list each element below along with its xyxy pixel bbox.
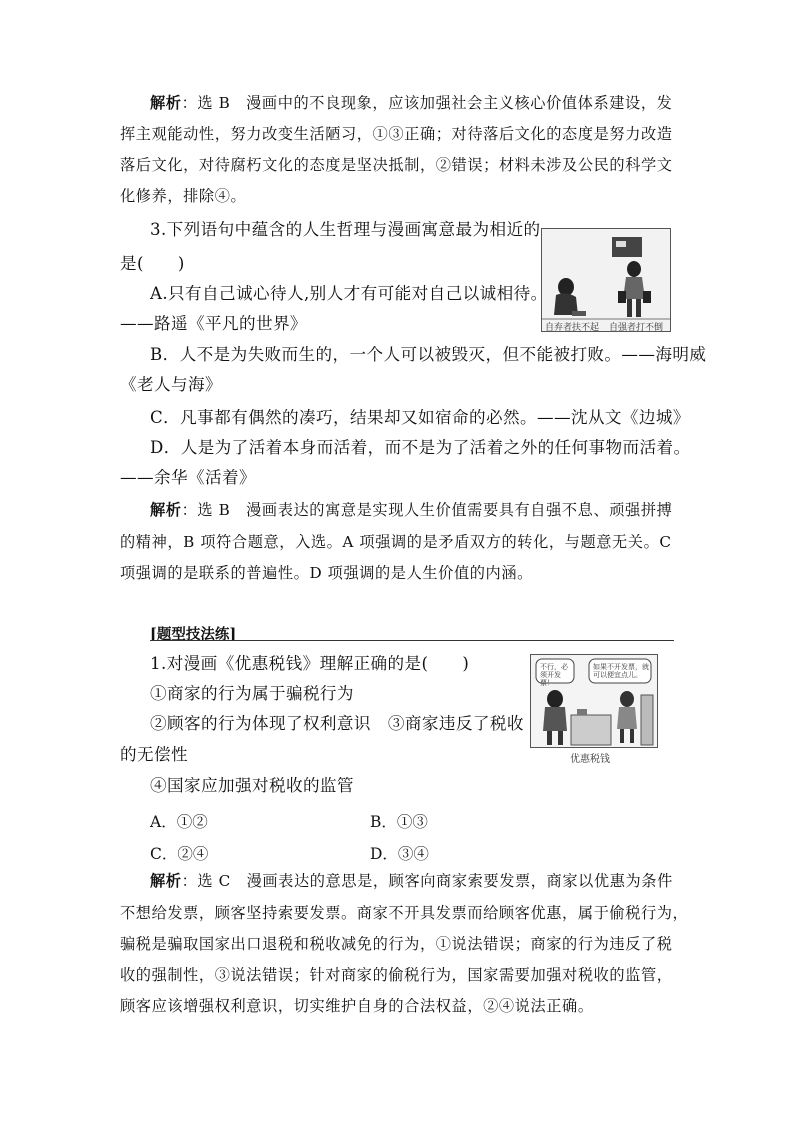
analysis3-line1: 解析：选 B 漫画表达的寓意是实现人生价值需要具有自强不息、顽强拼搏 (150, 501, 673, 519)
analysis-q1-line1: 解析：选 C 漫画表达的意思是，顾客向商家索要发票，商家以优惠为条件 (150, 872, 673, 890)
q1-item-2-3: ②顾客的行为体现了权利意识 ③商家违反了税收 (150, 714, 524, 733)
analysis1-line3: 落后文化，对待腐朽文化的态度是坚决抵制，②错误；材料未涉及公民的科学文 (120, 156, 673, 174)
analysis-label: 解析 (150, 501, 182, 519)
analysis-q1-line2: 不想给发票，顾客坚持索要发票。商家不开具发票而给顾客优惠，属于偷税行为， (120, 904, 689, 922)
q1-choice-d: D．③④ (370, 845, 429, 863)
q3-option-a-line2: ——路遥《平凡的世界》 (120, 314, 307, 333)
q1-item-1: ①商家的行为属于骗税行为 (150, 684, 354, 703)
analysis3-line3: 项强调的是联系的普遍性。D 项强调的是人生价值的内涵。 (120, 564, 533, 582)
analysis-q1-line5: 顾客应该增强权利意识，切实维护自身的合法权益，②④说法正确。 (120, 997, 594, 1015)
q3-cartoon-caption-left: 自弃者扶不起 (545, 323, 600, 333)
q1-bubble-right: 如果不开发票，就可以便宜点儿。 (593, 663, 649, 679)
q3-option-b-line1: B．人不是为失败而生的，一个人可以被毁灭，但不能被打败。——海明威 (150, 345, 707, 364)
analysis-q1-line4: 收的强制性，③说法错误；针对商家的偷税行为，国家需要加强对税收的监管， (120, 966, 673, 984)
q1-stem: 1.对漫画《优惠税钱》理解正确的是( ) (150, 654, 470, 673)
q3-option-b-line2: 《老人与海》 (120, 375, 222, 394)
q1-cartoon (530, 654, 658, 748)
analysis-label: 解析 (150, 94, 182, 112)
q1-item-4: ④国家应加强对税收的监管 (150, 776, 354, 795)
q3-cartoon-caption-right: 自强者打不倒 (609, 323, 664, 333)
section-title: [题型技法练] (150, 626, 237, 643)
q3-option-d-line1: D．人是为了活着本身而活着，而不是为了活着之外的任何事物而活着。 (150, 438, 691, 457)
q3-option-c: C．凡事都有偶然的凑巧，结果却又如宿命的必然。——沈从文《边城》 (150, 408, 690, 427)
q1-choice-a: A．①② (150, 813, 208, 831)
analysis-label: 解析 (150, 872, 182, 890)
section-divider (150, 640, 674, 641)
q1-cartoon-caption: 优惠税钱 (570, 754, 610, 765)
analysis-q1-line3: 骗税是骗取国家出口退税和税收减免的行为，①说法错误；商家的行为违反了税 (120, 935, 673, 953)
q3-option-d-line2: ——余华《活着》 (120, 468, 256, 487)
q1-choice-c: C．②④ (150, 845, 209, 863)
q3-cartoon-drawing (542, 229, 670, 331)
q1-choice-b: B．①③ (370, 813, 428, 831)
analysis1-line2: 挥主观能动性，努力改变生活陋习，①③正确；对待落后文化的态度是努力改造 (120, 125, 673, 143)
q1-bubble-left: 不行，必须开发票！ (540, 663, 568, 687)
q1-item-3-continued: 的无偿性 (120, 745, 188, 764)
analysis1-line4: 化修养，排除④。 (120, 187, 247, 205)
q3-stem-line2: 是( ) (120, 254, 185, 273)
q3-option-a-line1: A.只有自己诚心待人,别人才有可能对自己以诚相待。 (150, 284, 548, 303)
q3-cartoon (541, 228, 671, 332)
analysis3-line2: 的精神，B 项符合题意，入选。A 项强调的是矛盾双方的转化，与题意无关。C (120, 533, 672, 551)
analysis1-line1: 解析：选 B 漫画中的不良现象，应该加强社会主义核心价值体系建设，发 (150, 94, 673, 112)
q3-stem-line1: 3.下列语句中蕴含的人生哲理与漫画寓意最为相近的 (150, 220, 541, 239)
